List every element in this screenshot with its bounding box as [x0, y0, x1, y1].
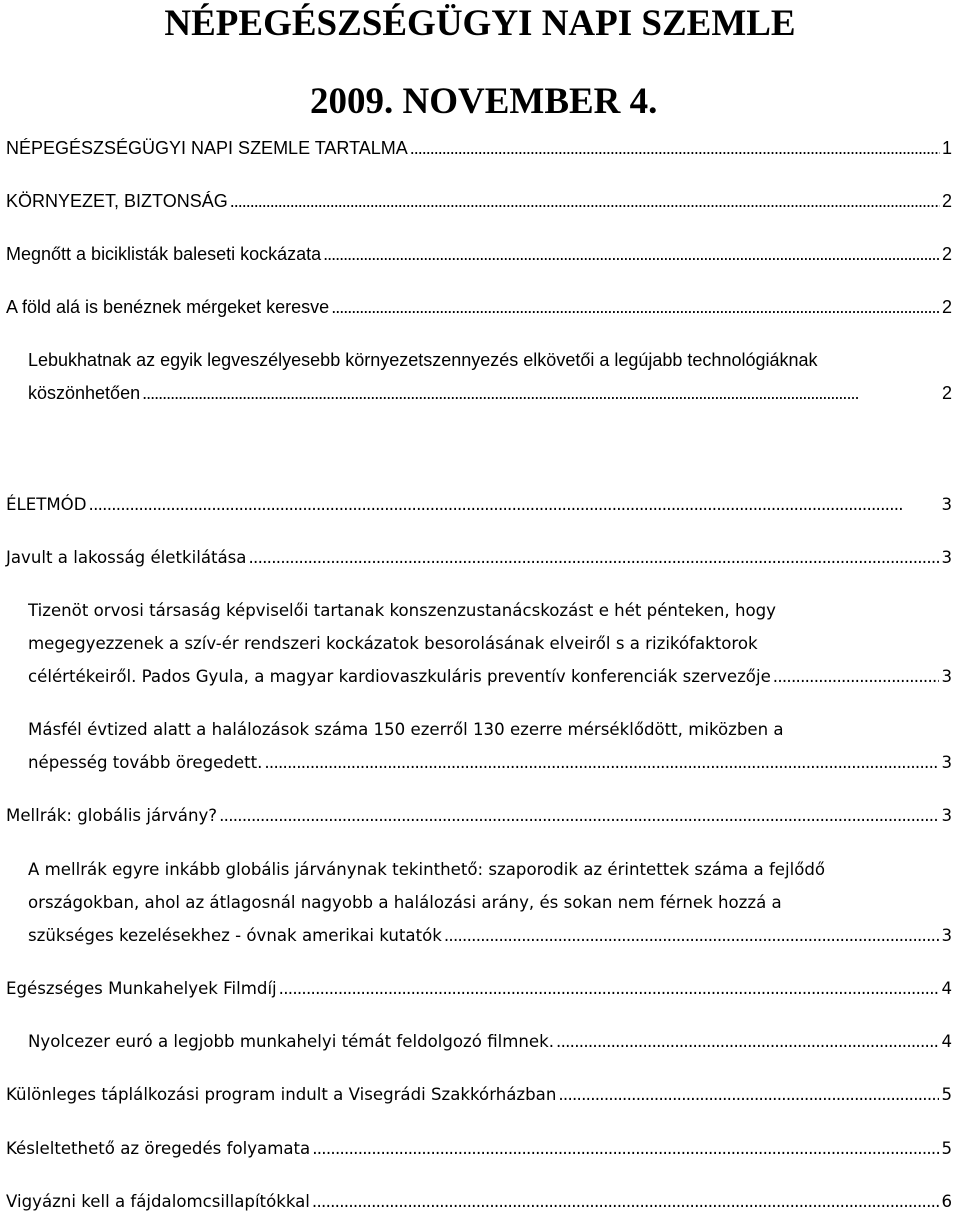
toc-entry[interactable] [6, 541, 952, 574]
toc-entry-text: KÖRNYEZET, BIZTONSÁG [6, 191, 228, 211]
toc-page-number: 2 [941, 191, 952, 211]
toc-entry-row [6, 132, 952, 165]
toc-page-number: 2 [941, 383, 952, 403]
dot-leader [556, 1025, 939, 1058]
toc-page-number: 3 [941, 548, 952, 567]
toc-entry[interactable] [28, 594, 952, 693]
toc-entry-row [6, 1078, 952, 1111]
toc-entry-text: Másfél évtized alatt a halálozások száma 150 ezerről 130 ezerre mérséklődött, miközben a [28, 720, 784, 739]
toc-page-number: 3 [941, 495, 952, 514]
toc-entry-text: Vigyázni kell a fájdalomcsillapítókkal [6, 1192, 310, 1211]
toc-entry-text: célértékeiről. Pados Gyula, a magyar kardiovaszkuláris preventív konferenciák szervezője [28, 667, 771, 686]
toc-entry-row [28, 746, 952, 779]
toc-entry-text: ÉLETMÓD [6, 495, 87, 514]
toc-entry-text: szükséges kezelésekhez - óvnak amerikai kutatók [28, 926, 442, 945]
toc-entry-text: A föld alá is benéznek mérgeket keresve [6, 297, 330, 317]
toc-entry[interactable] [28, 1025, 952, 1058]
toc-entry[interactable] [6, 132, 952, 165]
toc-page-number: 5 [941, 1139, 952, 1158]
dot-leader [410, 132, 940, 165]
dot-leader [444, 919, 940, 952]
toc-page-number: 6 [941, 1192, 952, 1211]
toc-entry[interactable] [28, 853, 952, 952]
toc-page-number: 2 [941, 297, 952, 317]
dot-leader [312, 1132, 939, 1165]
dot-leader [558, 1078, 939, 1111]
toc-entry[interactable] [6, 185, 952, 218]
document-title: NÉPEGÉSZSÉGÜGYI NAPI SZEMLE [164, 3, 796, 44]
dot-leader [142, 377, 940, 410]
toc-entry-row [6, 238, 952, 271]
toc-page-number: 5 [941, 1085, 952, 1104]
dot-leader [773, 660, 940, 693]
toc-entry-row [6, 972, 952, 1005]
toc-entry-text: országokban, ahol az átlagosnál nagyobb a halálozási arány, és sokan nem férnek hozzá a [28, 893, 782, 912]
toc-entry-text: Késleltethető az öregedés folyamata [6, 1139, 311, 1158]
toc-entry-row [6, 541, 952, 574]
toc-entry-row [6, 291, 952, 324]
toc-entry-row [28, 919, 952, 952]
toc-entry-text: Lebukhatnak az egyik legveszélyesebb környezetszennyezés elkövetői a legújabb technológiáknak [28, 350, 818, 370]
toc-page-number: 4 [941, 1032, 952, 1051]
toc-entry[interactable] [28, 344, 952, 410]
dot-leader [248, 541, 939, 574]
toc-entry-text: megegyezzenek a szív-ér rendszeri kockázatok besorolásának elveiről s a rizikófaktorok [28, 634, 758, 653]
toc-entry-text: Egészséges Munkahelyek Filmdíj [6, 979, 277, 998]
toc-page-number: 4 [941, 979, 952, 998]
dot-leader [89, 488, 940, 521]
toc-entry-text: Javult a lakosság életkilátása [6, 548, 247, 567]
dot-leader [323, 238, 940, 271]
toc-entry-text: A mellrák egyre inkább globális járványnak tekinthető: szaporodik az érintettek száma a fejlődő [28, 860, 826, 879]
dot-leader [331, 291, 940, 324]
toc-page-number: 1 [941, 138, 952, 158]
toc-entry-row [6, 799, 952, 832]
toc-page-number: 2 [941, 244, 952, 264]
toc-entry-row [28, 660, 952, 693]
dot-leader [264, 746, 939, 779]
toc-entry[interactable] [6, 972, 952, 1005]
toc-entry[interactable] [6, 1132, 952, 1165]
toc-entry-row [28, 1025, 952, 1058]
toc-entry-text: Különleges táplálkozási program indult a Visegrádi Szakkórházban [6, 1085, 557, 1104]
toc-entry-text: népesség tovább öregedett. [28, 753, 263, 772]
toc-entry[interactable] [6, 1078, 952, 1111]
toc-entry-row [6, 1132, 952, 1165]
toc-page-number: 3 [941, 806, 952, 825]
toc-entry-text: Nyolcezer euró a legjobb munkahelyi témát feldolgozó filmnek. [28, 1032, 555, 1051]
toc-entry-text: Tizenöt orvosi társaság képviselői tartanak konszenzustanácskozást e hét pénteken, hogy [28, 601, 776, 620]
toc-entry-text: Megnőtt a biciklisták baleseti kockázata [6, 244, 322, 264]
toc-entry[interactable] [6, 238, 952, 271]
toc-entry-text: NÉPEGÉSZSÉGÜGYI NAPI SZEMLE TARTALMA [6, 138, 408, 158]
toc-entry-text: Mellrák: globális járvány? [6, 806, 218, 825]
toc-entry[interactable] [6, 799, 952, 832]
dot-leader [219, 799, 939, 832]
toc-entry-row [6, 1185, 952, 1218]
document-date: 2009. NOVEMBER 4. [310, 81, 658, 122]
toc-page-number: 3 [941, 926, 952, 945]
toc-entry-text: köszönhetően [28, 383, 141, 403]
toc-entry-row [6, 185, 952, 218]
dot-leader [312, 1185, 940, 1218]
toc-entry[interactable] [6, 291, 952, 324]
dot-leader [230, 185, 940, 218]
toc-entry[interactable] [28, 713, 952, 779]
dot-leader [279, 972, 940, 1005]
toc-entry[interactable] [6, 1185, 952, 1218]
toc-page-number: 3 [941, 667, 952, 686]
toc-entry-row [28, 377, 952, 410]
toc-page-number: 3 [941, 753, 952, 772]
toc-entry-row [6, 488, 952, 521]
toc-entry[interactable] [6, 488, 952, 521]
